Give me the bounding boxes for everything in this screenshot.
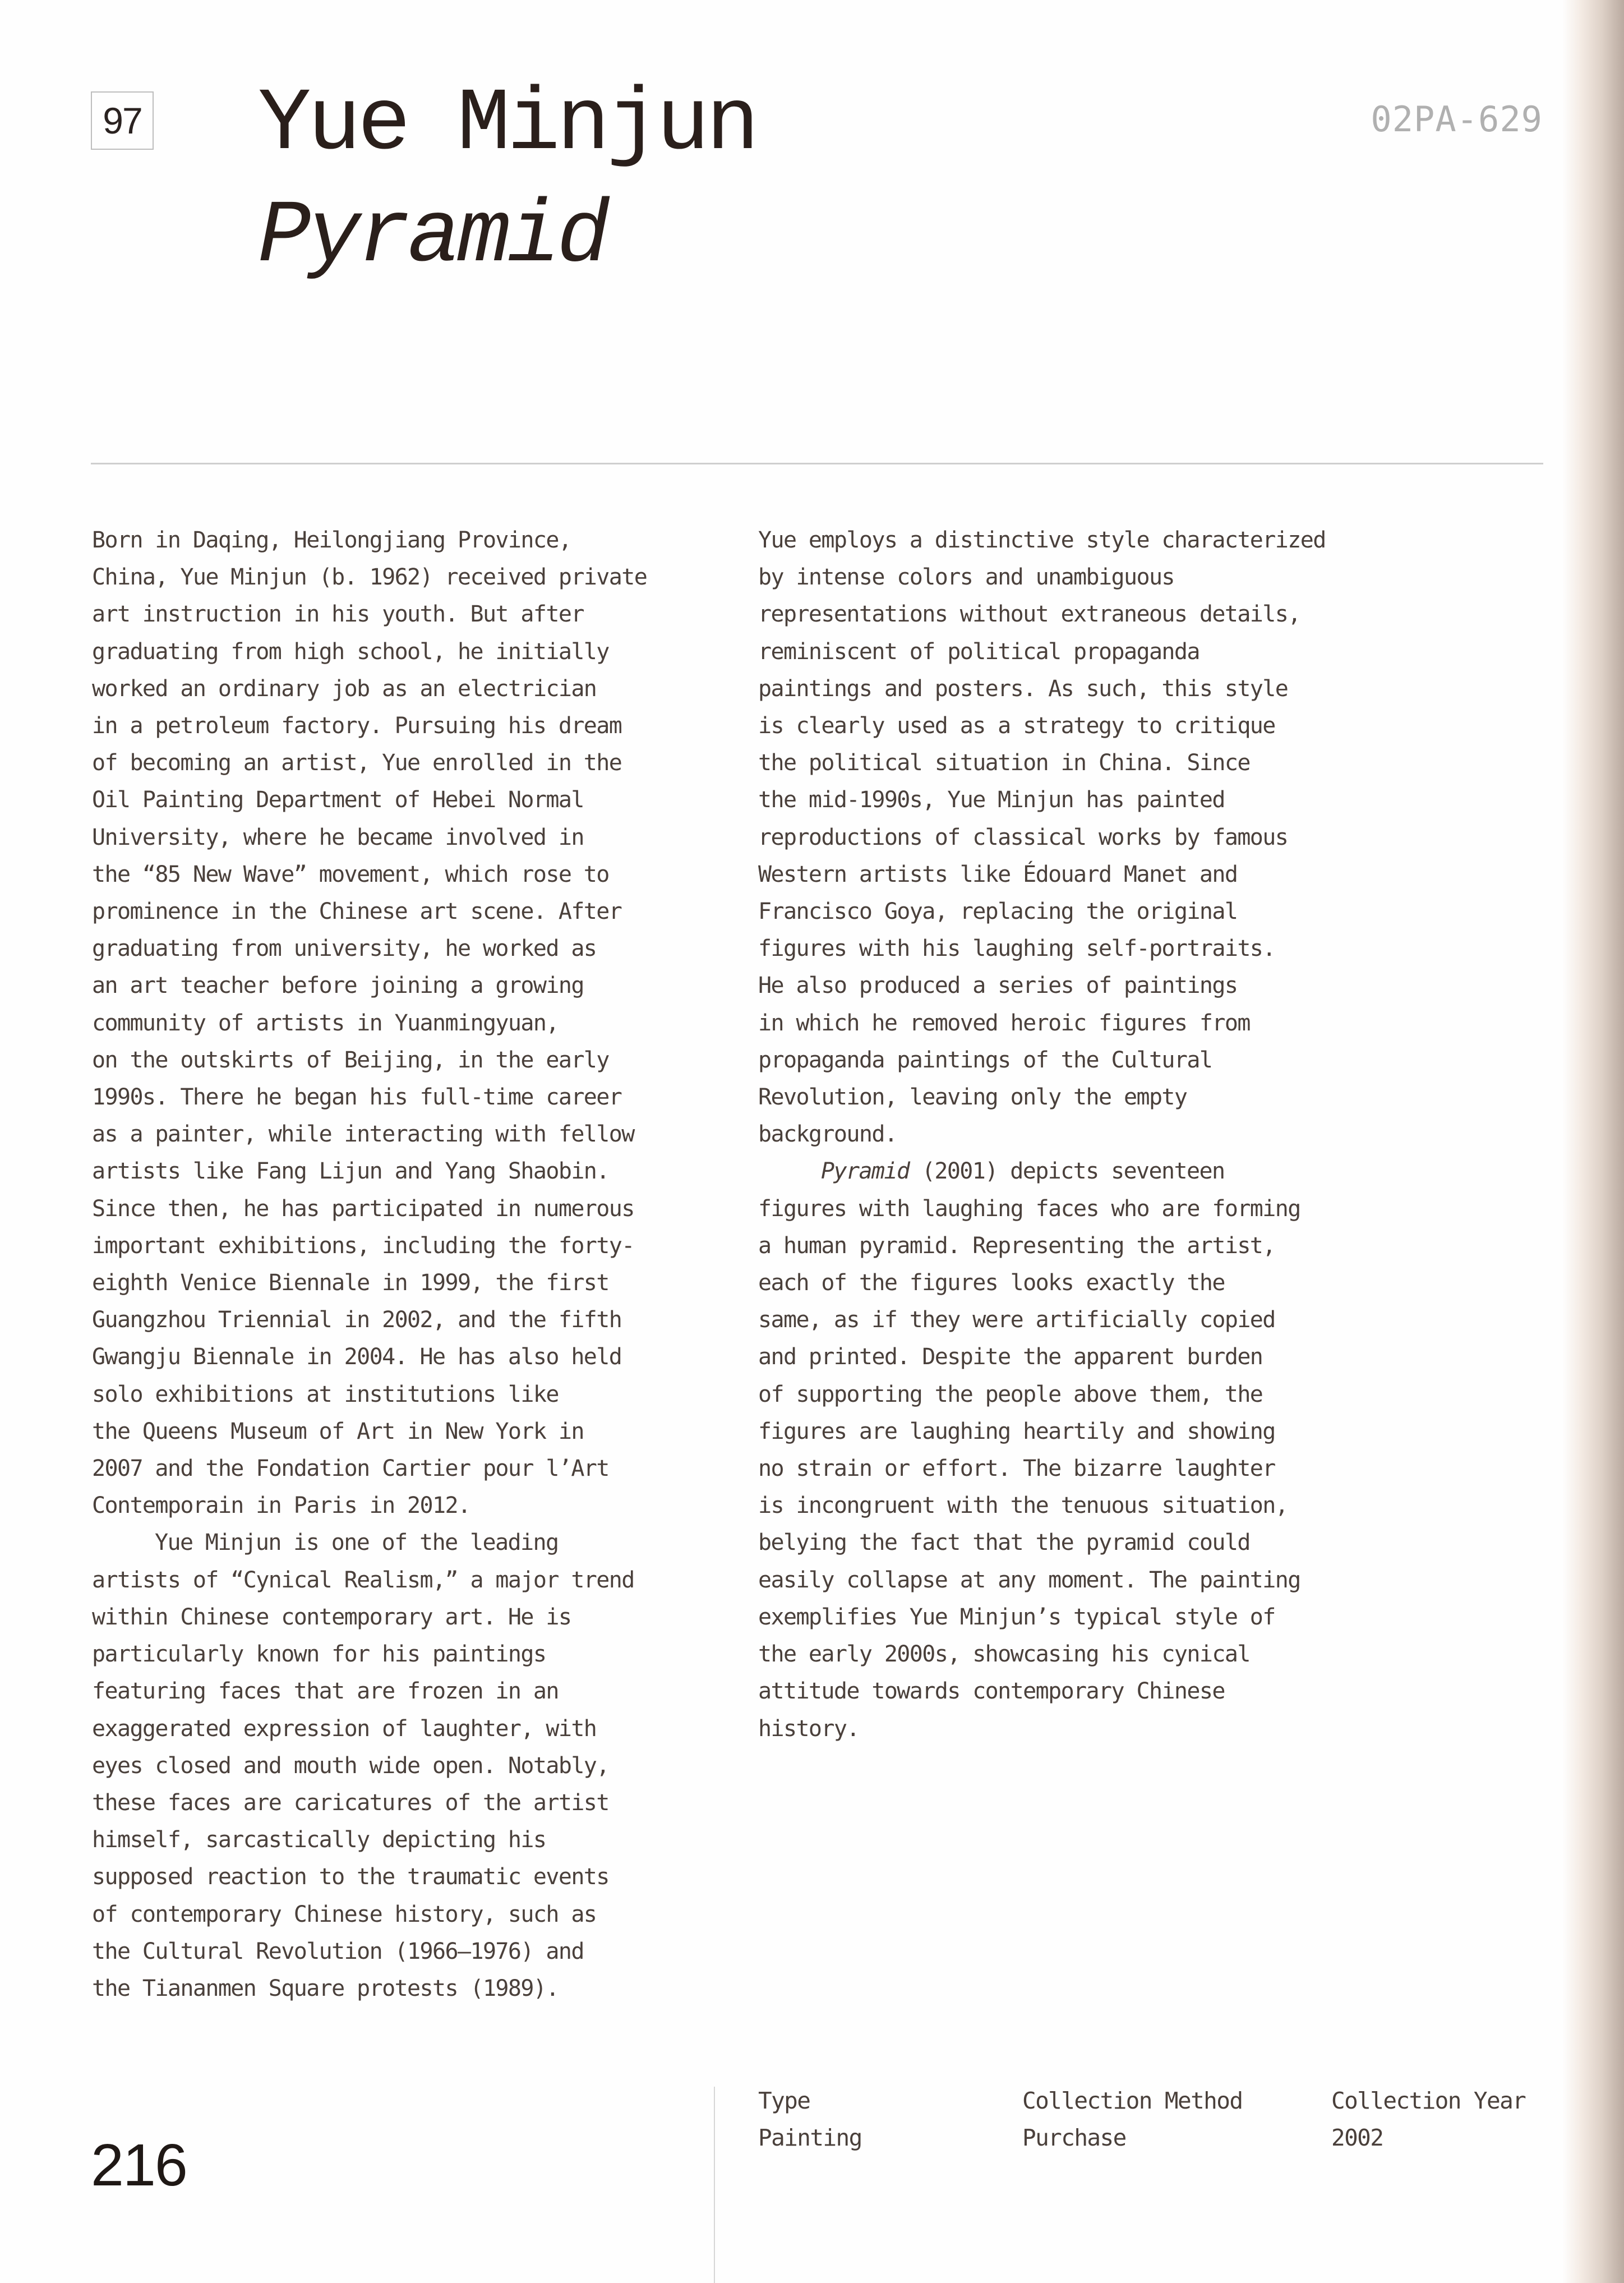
paragraph-style: Yue employs a distinctive style characterized by intense colors and unambiguous representations without extraneous details, reminiscent of political propaganda paintings and posters. As such, this style is clearly used as a strategy to critique the political situation in China. Since the mid-1990s, Yue Minjun has painted reproductions of classical works by famous Western artists like Édouard Manet and Francisco Goya, replacing the original figures with his laughing self-portraits. He also produced a series of paintings in which he removed heroic figures from propaganda paintings of the Cultural Revolution, leaving only the empty background. — [758, 527, 1326, 1148]
metadata-collection-method — [1022, 2082, 1242, 2156]
paragraph-biography: Born in Daqing, Heilongjiang Province, China, Yue Minjun (b. 1962) received private art instruction in his youth. But after graduating from high school, he initially worked an ordinary job as an electrician in a petroleum factory. Pursuing his dream of becoming an artist, Yue enrolled in the Oil Painting Department of Hebei Normal University, where he became involved in the “85 New Wave” movement, which rose to prominence in the Chinese art scene. After graduating from university, he worked as an art teacher before joining a growing community of artists in Yuanmingyuan, on the outskirts of Beijing, in the early 1990s. There he began his full-time career as a painter, while interacting with fellow artists like Fang Lijun and Yang Shaobin. Since then, he has participated in numerous important exhibitions, including the forty- eighth Venice Biennale in 1999, the first Guangzhou Triennial in 2002, and the fifth Gwangju Biennale in 2004. He has also held solo exhibitions at institutions like the Queens Museum of Art in New York in 2007 and the Fondation Cartier pour l’Art Contemporain in Paris in 2012. — [92, 527, 647, 1519]
artwork-title: Pyramid — [258, 187, 607, 287]
body-column-right — [758, 522, 1386, 1747]
paragraph-artwork-description — [758, 1153, 1386, 1747]
metadata-type — [758, 2082, 862, 2156]
accession-code: 02PA-629 — [1371, 99, 1543, 140]
header-divider — [91, 463, 1543, 464]
paragraph-cynical-realism: Yue Minjun is one of the leading artists of “Cynical Realism,” a major trend within Chinese contemporary art. He is particularly known for his paintings featuring faces that are frozen in an exaggerated expression of laughter, with eyes closed and mouth wide open. Notably, these faces are caricatures of the artist himself, sarcastically depicting his supposed reaction to the traumatic events of contemporary Chinese history, such as the Cultural Revolution (1966–1976) and the Tiananmen Square protests (1989). — [92, 1530, 634, 2001]
page-number: 216 — [91, 2132, 187, 2198]
artwork-title-inline: Pyramid — [821, 1158, 910, 1185]
artwork-description-text: (2001) depicts seventeen figures with laughing faces who are forming a human pyramid. Representing the artist, each of the figures looks exactly the same, as if they were artificially copied and printed. Despite the apparent burden of supporting the people above them, the figures are laughing heartily and showing no strain or effort. The bizarre laughter is incongruent with the tenuous situation, belying the fact that the pyramid could easily collapse at any moment. The painting exemplifies Yue Minjun’s typical style of the early 2000s, showcasing his cynical attitude towards contemporary Chinese history. — [758, 1158, 1300, 1742]
body-column-left — [92, 522, 720, 2007]
metadata-type-value: Painting — [758, 2124, 862, 2151]
metadata-year-value: 2002 — [1331, 2124, 1383, 2151]
page-edge-shadow — [1562, 0, 1624, 2283]
entry-number-badge: 97 — [91, 91, 154, 150]
metadata-method-label: Collection Method — [1022, 2087, 1243, 2114]
metadata-type-label: Type — [758, 2087, 810, 2114]
metadata-method-value: Purchase — [1022, 2124, 1126, 2151]
footer-divider — [714, 2087, 715, 2283]
metadata-year-label: Collection Year — [1331, 2087, 1526, 2114]
artist-name: Yue Minjun — [258, 75, 756, 175]
metadata-collection-year — [1331, 2082, 1525, 2156]
